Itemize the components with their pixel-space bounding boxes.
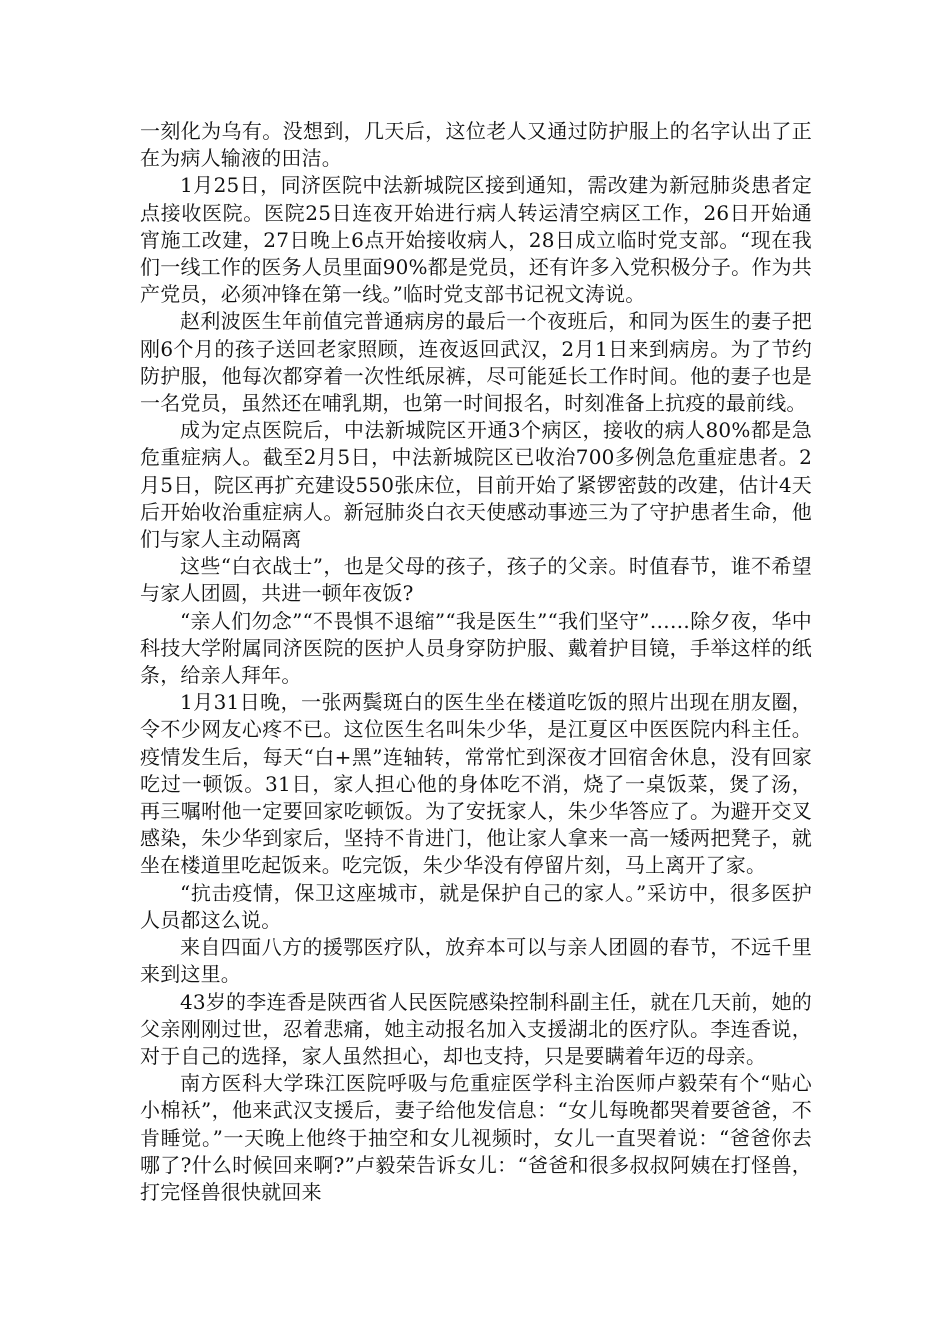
paragraph-4: 成为定点医院后，中法新城院区开通3个病区，接收的病人80%都是急危重症病人。截至2月5日，中法新城院区已收治700多例急危重症患者。2月5日，院区再扩充建设550张床位，目前开始了紧锣密鼓的改建，估计4天后开始收治重症病人。新冠肺炎白衣天使感动事迹三为了守护患者生命，他们与家人主动隔离: [140, 418, 812, 552]
paragraph-10: 43岁的李连香是陕西省人民医院感染控制科副主任，就在几天前，她的父亲刚刚过世，忍着悲痛，她主动报名加入支援湖北的医疗队。李连香说，对于自己的选择，家人虽然担心，却也支持，只是要瞒着年迈的母亲。: [140, 989, 812, 1068]
document-body: [140, 118, 812, 1206]
paragraph-6: “亲人们勿念”“不畏惧不退缩”“我是医生”“我们坚守”……除夕夜，华中科技大学附属同济医院的医护人员身穿防护服、戴着护目镜，手举这样的纸条，给亲人拜年。: [140, 608, 812, 688]
paragraph-2: 1月25日，同济医院中法新城院区接到通知，需改建为新冠肺炎患者定点接收医院。医院25日连夜开始进行病人转运清空病区工作，26日开始通宵施工改建，27日晚上6点开始接收病人，28日成立临时党支部。“现在我们一线工作的医务人员里面90%都是党员，还有许多入党积极分子。作为共产党员，必须冲锋在第一线。”临时党支部书记祝文涛说。: [140, 173, 812, 307]
paragraph-11: 南方医科大学珠江医院呼吸与危重症医学科主治医师卢毅荣有个“贴心小棉袄”，他来武汉支援后，妻子给他发信息：“女儿每晚都哭着要爸爸，不肯睡觉。”一天晚上他终于抽空和女儿视频时，女儿一直哭着说：“爸爸你去哪了?什么时候回来啊?”卢毅荣告诉女儿：“爸爸和很多叔叔阿姨在打怪兽，打完怪兽很快就回来: [140, 1071, 812, 1204]
paragraph-9: 来自四面八方的援鄂医疗队，放弃本可以与亲人团圆的春节，不远千里来到这里。: [140, 935, 812, 987]
paragraph-8: “抗击疫情，保卫这座城市，就是保护自己的家人。”采访中，很多医护人员都这么说。: [140, 880, 812, 932]
paragraph-7: 1月31日晚，一张两鬓斑白的医生坐在楼道吃饭的照片出现在朋友圈，令不少网友心疼不已。这位医生名叫朱少华，是江夏区中医医院内科主任。疫情发生后，每天“白+黑”连轴转，常常忙到深夜才回宿舍休息，没有回家吃过一顿饭。31日，家人担心他的身体吃不消，烧了一桌饭菜，煲了汤，再三嘱咐他一定要回家吃顿饭。为了安抚家人，朱少华答应了。为避开交叉感染，朱少华到家后，坚持不肯进门，他让家人拿来一高一矮两把凳子，就坐在楼道里吃起饭来。吃完饭，朱少华没有停留片刻，马上离开了家。: [140, 690, 812, 878]
paragraph-1: 一刻化为乌有。没想到，几天后，这位老人又通过防护服上的名字认出了正在为病人输液的田洁。: [140, 119, 812, 171]
paragraph-5: 这些“白衣战士”，也是父母的孩子，孩子的父亲。时值春节，谁不希望与家人团圆，共进一顿年夜饭?: [140, 554, 812, 606]
paragraph-3: 赵利波医生年前值完普通病房的最后一个夜班后，和同为医生的妻子把刚6个月的孩子送回老家照顾，连夜返回武汉，2月1日来到病房。为了节约防护服，他每次都穿着一次性纸尿裤，尽可能延长工作时间。他的妻子也是一名党员，虽然还在哺乳期，也第一时间报名，时刻准备上抗疫的最前线。: [140, 309, 812, 416]
